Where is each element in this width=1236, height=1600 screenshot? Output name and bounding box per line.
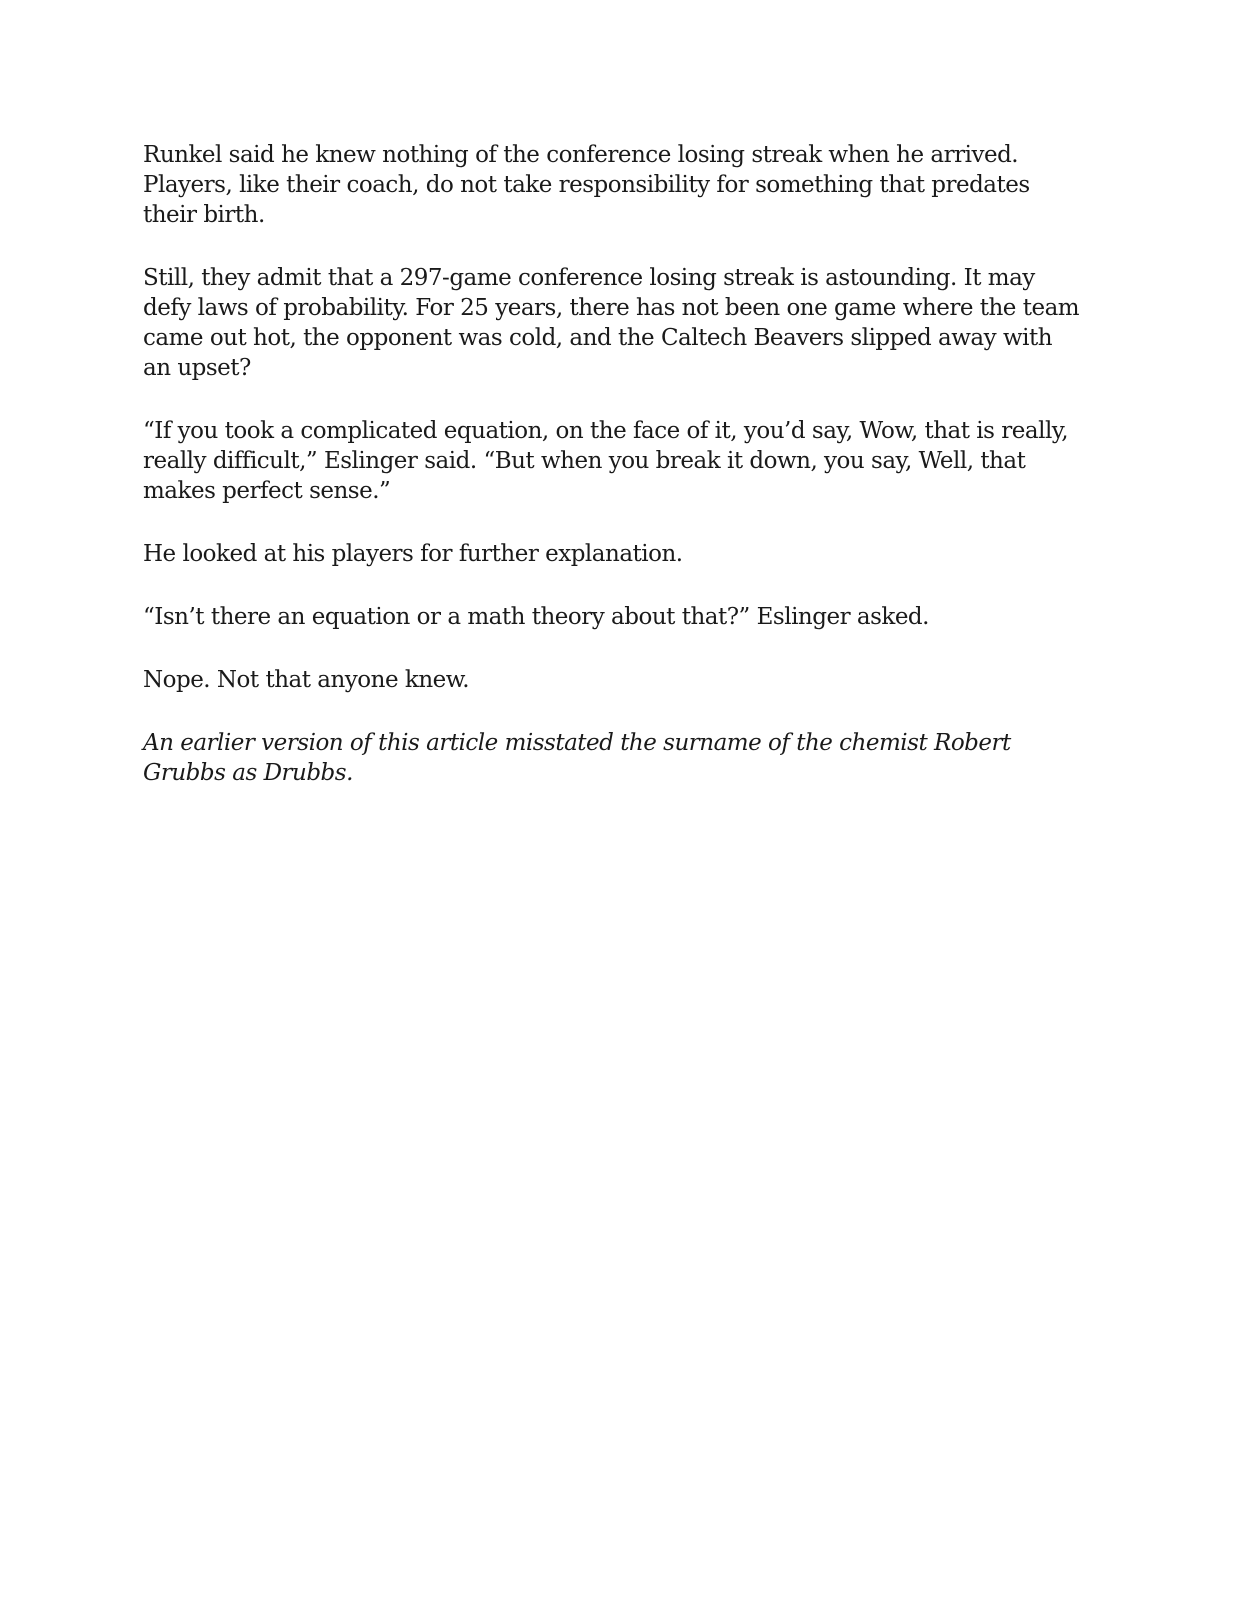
paragraph-losing-streak: Still, they admit that a 297-game conference losing streak is astounding. It may defy laws of probability. For 25 years, there has not been one game where the team came out hot, the opponent was cold, and the Caltech Beavers slipped away with an upset? — [143, 265, 1080, 381]
paragraph-equation-quote: “If you took a complicated equation, on the face of it, you’d say, Wow, that is really, really difficult,” Eslinger said. “But when you break it down, you say, Well, that makes perfect sense.” — [143, 418, 1069, 504]
correction-note: An earlier version of this article misstated the surname of the chemist Robert Grubbs as Drubbs. — [143, 730, 1011, 786]
document-page — [143, 140, 1083, 821]
paragraph-nope: Nope. Not that anyone knew. — [143, 667, 470, 693]
paragraph-math-theory-quote: “Isn’t there an equation or a math theory about that?” Eslinger asked. — [143, 604, 929, 630]
paragraph-runkel: Runkel said he knew nothing of the conference losing streak when he arrived. Players, like their coach, do not take responsibility for something that predates their birth. — [143, 142, 1030, 228]
paragraph-players-explanation: He looked at his players for further explanation. — [143, 541, 683, 567]
